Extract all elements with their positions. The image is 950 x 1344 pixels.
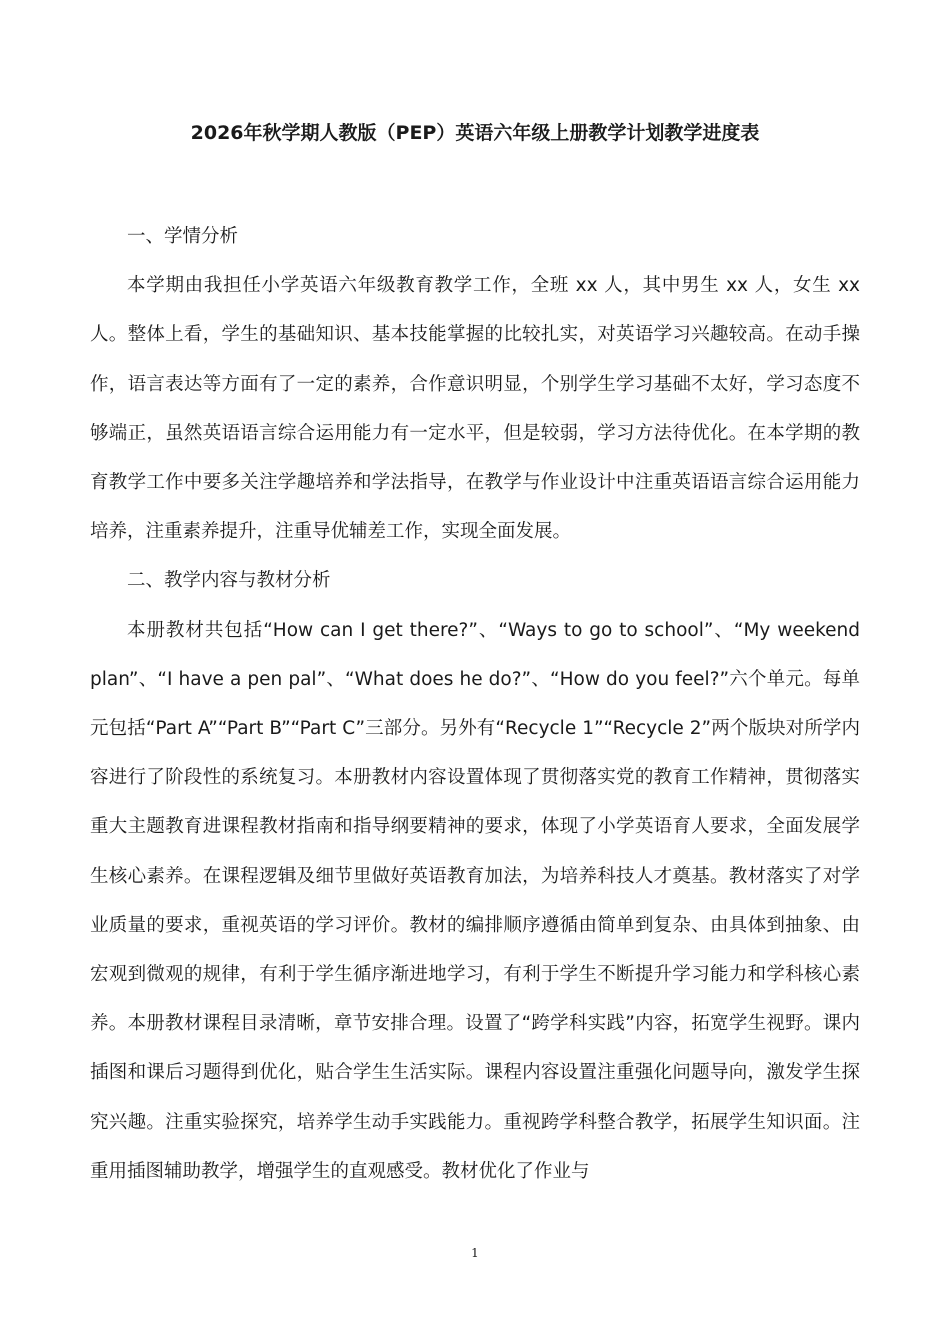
document-body [90, 212, 860, 1196]
document-title: 2026年秋学期人教版（PEP）英语六年级上册教学计划教学进度表 [190, 122, 760, 144]
section-paragraph-1: 本学期由我担任小学英语六年级教育教学工作，全班 xx 人，其中男生 xx 人，女生 xx 人。整体上看，学生的基础知识、基本技能掌握的比较扎实，对英语学习兴趣较高。在动手操作，语言表达等方面有了一定的素养，合作意识明显，个别学生学习基础不太好，学习态度不够端正，虽然英语语言综合运用能力有一定水平，但是较弱，学习方法待优化。在本学期的教育教学工作中要多关注学趣培养和学法指导，在教学与作业设计中注重英语语言综合运用能力培养，注重素养提升，注重导优辅差工作，实现全面发展。 [90, 275, 860, 543]
page-number: 1 [471, 1246, 479, 1260]
section-paragraph-2: 本册教材共包括“How can I get there?”、“Ways to go to school”、“My weekend plan”、“I have a pen pal”、“What does he do?”、“How do you feel?”六个单元。每单元包括“Part A”“Part B”“Part C”三部分。另外有“Recycle 1”“Recycle 2”两个版块对所学内容进行了阶段性的系统复习。本册教材内容设置体现了贯彻落实党的教育工作精神，贯彻落实重大主题教育进课程教材指南和指导纲要精神的要求，体现了小学英语育人要求，全面发展学生核心素养。在课程逻辑及细节里做好英语教育加法，为培养科技人才奠基。教材落实了对学业质量的要求，重视英语的学习评价。教材的编排顺序遵循由简单到复杂、由具体到抽象、由宏观到微观的规律，有利于学生循序渐进地学习，有利于学生不断提升学习能力和学科核心素养。本册教材课程目录清晰，章节安排合理。设置了“跨学科实践”内容，拓宽学生视野。课内插图和课后习题得到优化，贴合学生生活实际。课程内容设置注重强化问题导向，激发学生探究兴趣。注重实验探究，培养学生动手实践能力。重视跨学科整合教学，拓展学生知识面。注重用插图辅助教学，增强学生的直观感受。教材优化了作业与 [90, 619, 860, 1182]
section-heading-2: 二、教学内容与教材分析 [127, 570, 331, 592]
section-heading-1: 一、学情分析 [127, 226, 239, 247]
